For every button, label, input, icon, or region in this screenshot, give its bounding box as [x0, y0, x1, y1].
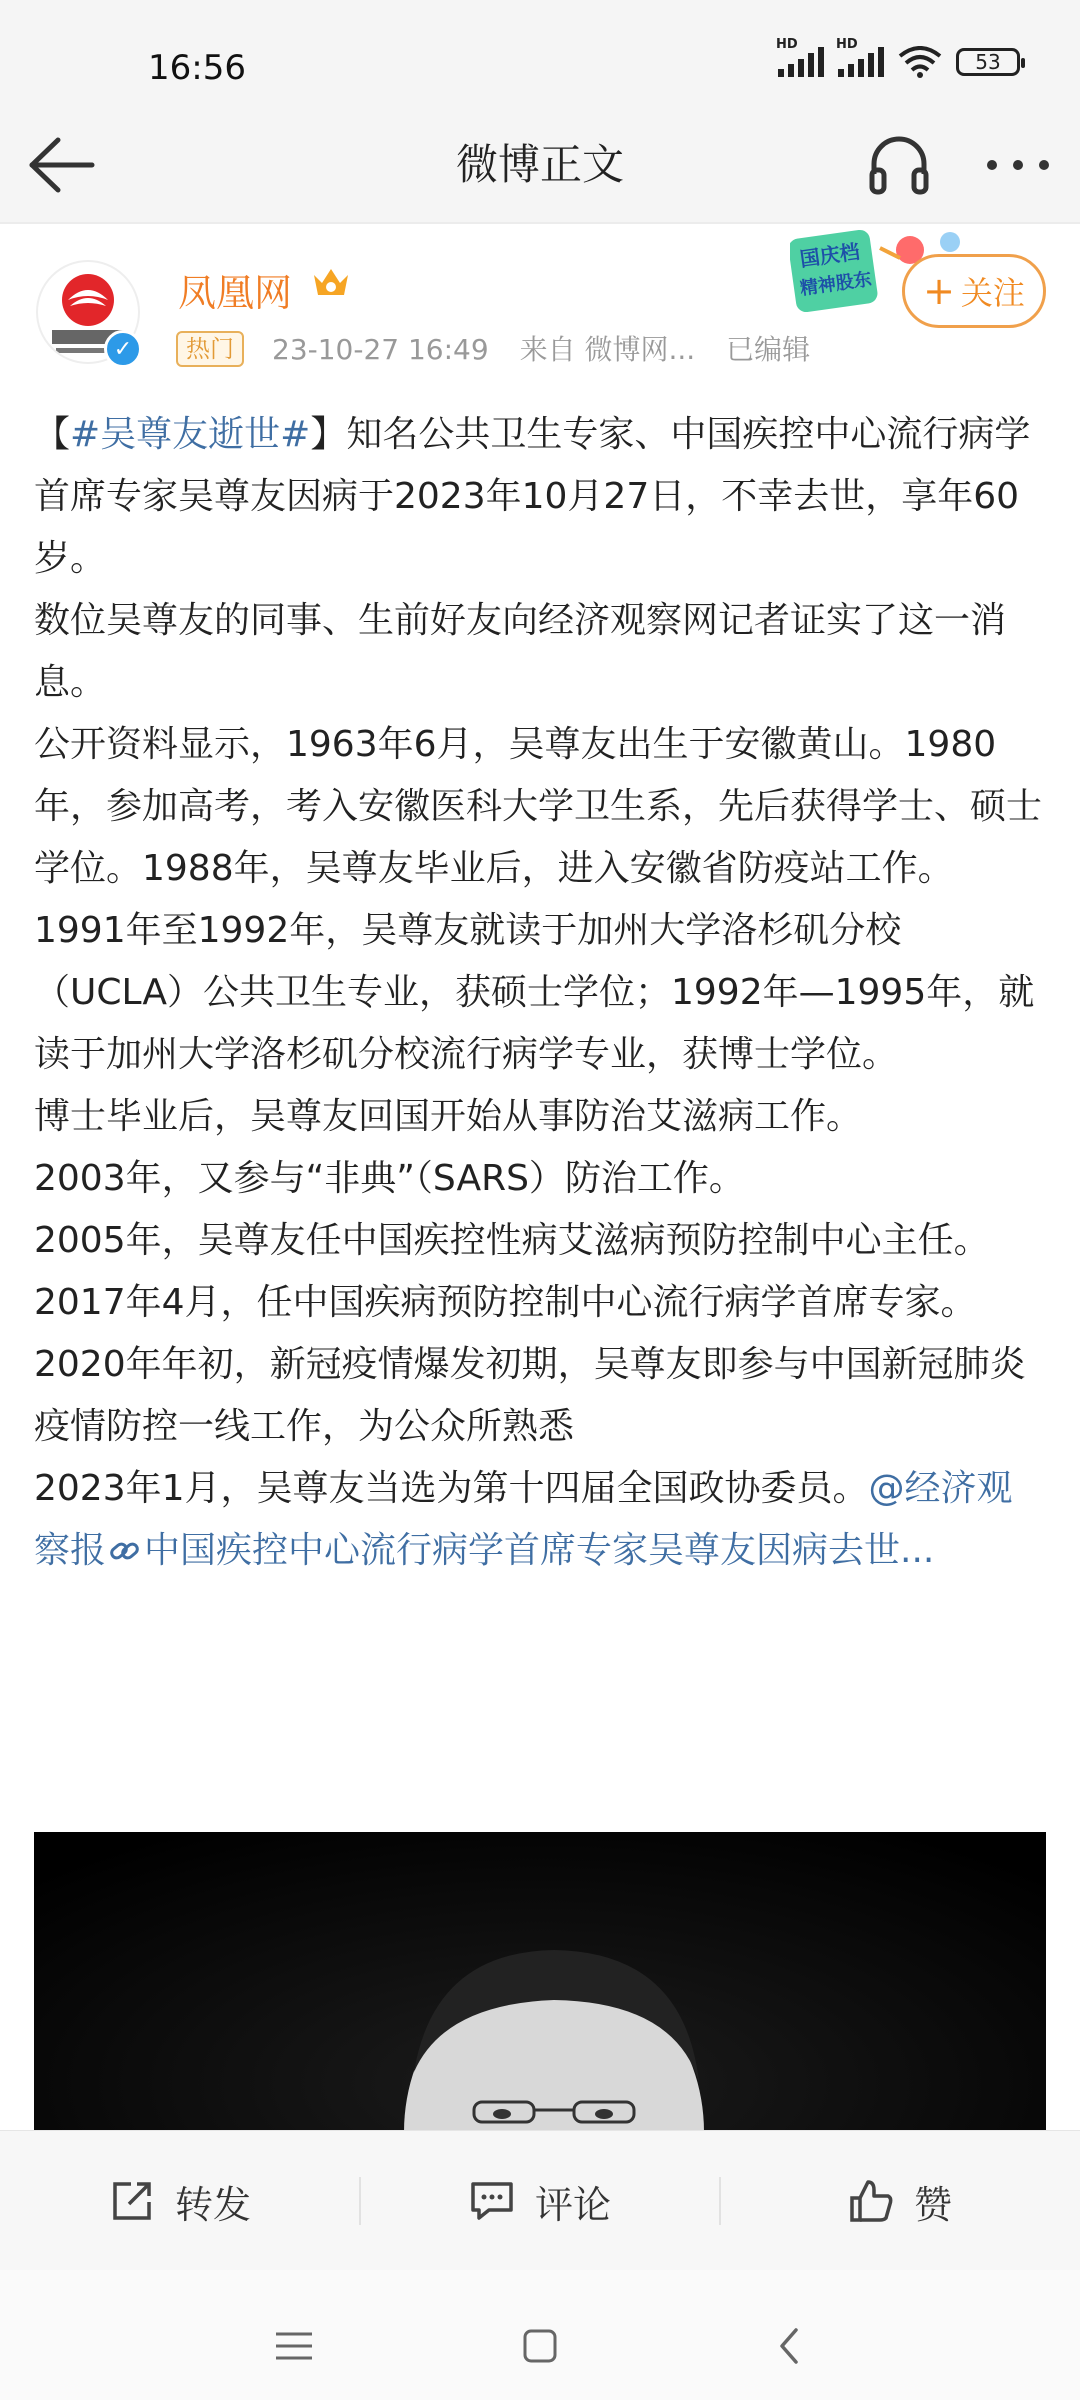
paragraph-2: 数位吴尊友的同事、生前好友向经济观察网记者证实了这一消息。	[34, 600, 1007, 703]
repost-label: 转发	[174, 2182, 251, 2227]
battery-icon: 53	[956, 48, 1020, 76]
follow-label: 关注	[960, 274, 1025, 312]
member-badge-icon[interactable]	[310, 265, 352, 303]
post-meta	[272, 328, 832, 368]
paragraph-9	[34, 1458, 1046, 1582]
post-source[interactable]: 来自 微博网...	[519, 333, 696, 366]
follow-button[interactable]	[902, 254, 1046, 328]
link-icon[interactable]	[108, 1536, 142, 1566]
comment-button[interactable]	[360, 2131, 720, 2271]
paragraph-9-text: 2023年1月，吴尊友当选为第十四届全国政协委员。	[34, 1468, 869, 1509]
home-icon[interactable]	[522, 2328, 558, 2364]
post-date: 23-10-27 16:49	[272, 333, 489, 366]
verified-icon: ✓	[104, 330, 142, 368]
signal-icon-2: HD	[838, 47, 884, 77]
signal-icon: HD	[778, 47, 824, 77]
paragraph-5: 博士毕业后，吴尊友回国开始从事防治艾滋病工作。	[34, 1096, 863, 1137]
page-title: 微博正文	[455, 140, 624, 189]
paragraph-6: 2003年，又参与“非典”（SARS）防治工作。	[34, 1158, 745, 1199]
repost-button[interactable]	[0, 2131, 360, 2271]
promo-text-2: 精神股东	[798, 268, 873, 300]
promo-text-1: 国庆档	[798, 239, 862, 272]
like-label: 赞	[913, 2182, 952, 2227]
mention-link[interactable]: @经济观察报	[34, 1468, 1013, 1571]
thumbs-up-icon	[848, 2178, 894, 2224]
top-bar	[0, 0, 1080, 222]
edited-label[interactable]: 已编辑	[726, 333, 811, 366]
system-nav-bar	[0, 2270, 1080, 2400]
paragraph-8: 2020年年初，新冠疫情爆发初期，吴尊友即参与中国新冠肺炎疫情防控一线工作，为公众所熟悉	[34, 1344, 1026, 1447]
paragraph-7: 2005年，吴尊友任中国疾控性病艾滋病预防控制中心主任。2017年4月，任中国疾病预防控制中心流行病学首席专家。	[34, 1220, 990, 1323]
comment-label: 评论	[534, 2182, 611, 2227]
plus-icon: +	[923, 269, 955, 313]
paragraph-4: 1991年至1992年，吴尊友就读于加州大学洛杉矶分校（UCLA）公共卫生专业，获硕士学位；1992年—1995年，就读于加州大学洛杉矶分校流行病学专业，获博士学位。	[34, 910, 1035, 1075]
paragraph-1: 【#吴尊友逝世#】知名公共卫生专家、中国疾控中心流行病学首席专家吴尊友因病于2023年10月27日，不幸去世，享年60岁。	[34, 414, 1031, 579]
comment-icon	[469, 2178, 515, 2224]
more-icon[interactable]	[982, 140, 1054, 190]
wifi-icon	[898, 46, 942, 78]
user-name[interactable]: 凤凰网	[178, 271, 293, 315]
header-divider	[0, 222, 1080, 224]
like-button[interactable]	[720, 2131, 1080, 2271]
article-link[interactable]: 中国疾控中心流行病学首席专家吴尊友因病去世...	[144, 1530, 935, 1571]
action-bar	[0, 2130, 1080, 2271]
status-icons	[776, 37, 1020, 78]
paragraph-1-text: 知名公共卫生专家、中国疾控中心流行病学首席专家吴尊友因病于2023年10月27日，不幸去世，享年60岁。	[34, 414, 1031, 579]
nav-back-icon[interactable]	[776, 2326, 802, 2366]
repost-icon	[109, 2178, 155, 2224]
hashtag-link[interactable]: #吴尊友逝世#	[70, 414, 311, 455]
status-time: 16:56	[148, 48, 246, 88]
post-content	[34, 404, 1046, 1582]
hot-badge: 热门	[176, 331, 244, 367]
headphones-icon[interactable]	[866, 130, 932, 200]
paragraph-3: 公开资料显示，1963年6月，吴尊友出生于安徽黄山。1980年，参加高考，考入安徽医科大学卫生系，先后获得学士、硕士学位。1988年，吴尊友毕业后，进入安徽省防疫站工作。	[34, 724, 1043, 889]
menu-icon[interactable]	[274, 2330, 314, 2362]
